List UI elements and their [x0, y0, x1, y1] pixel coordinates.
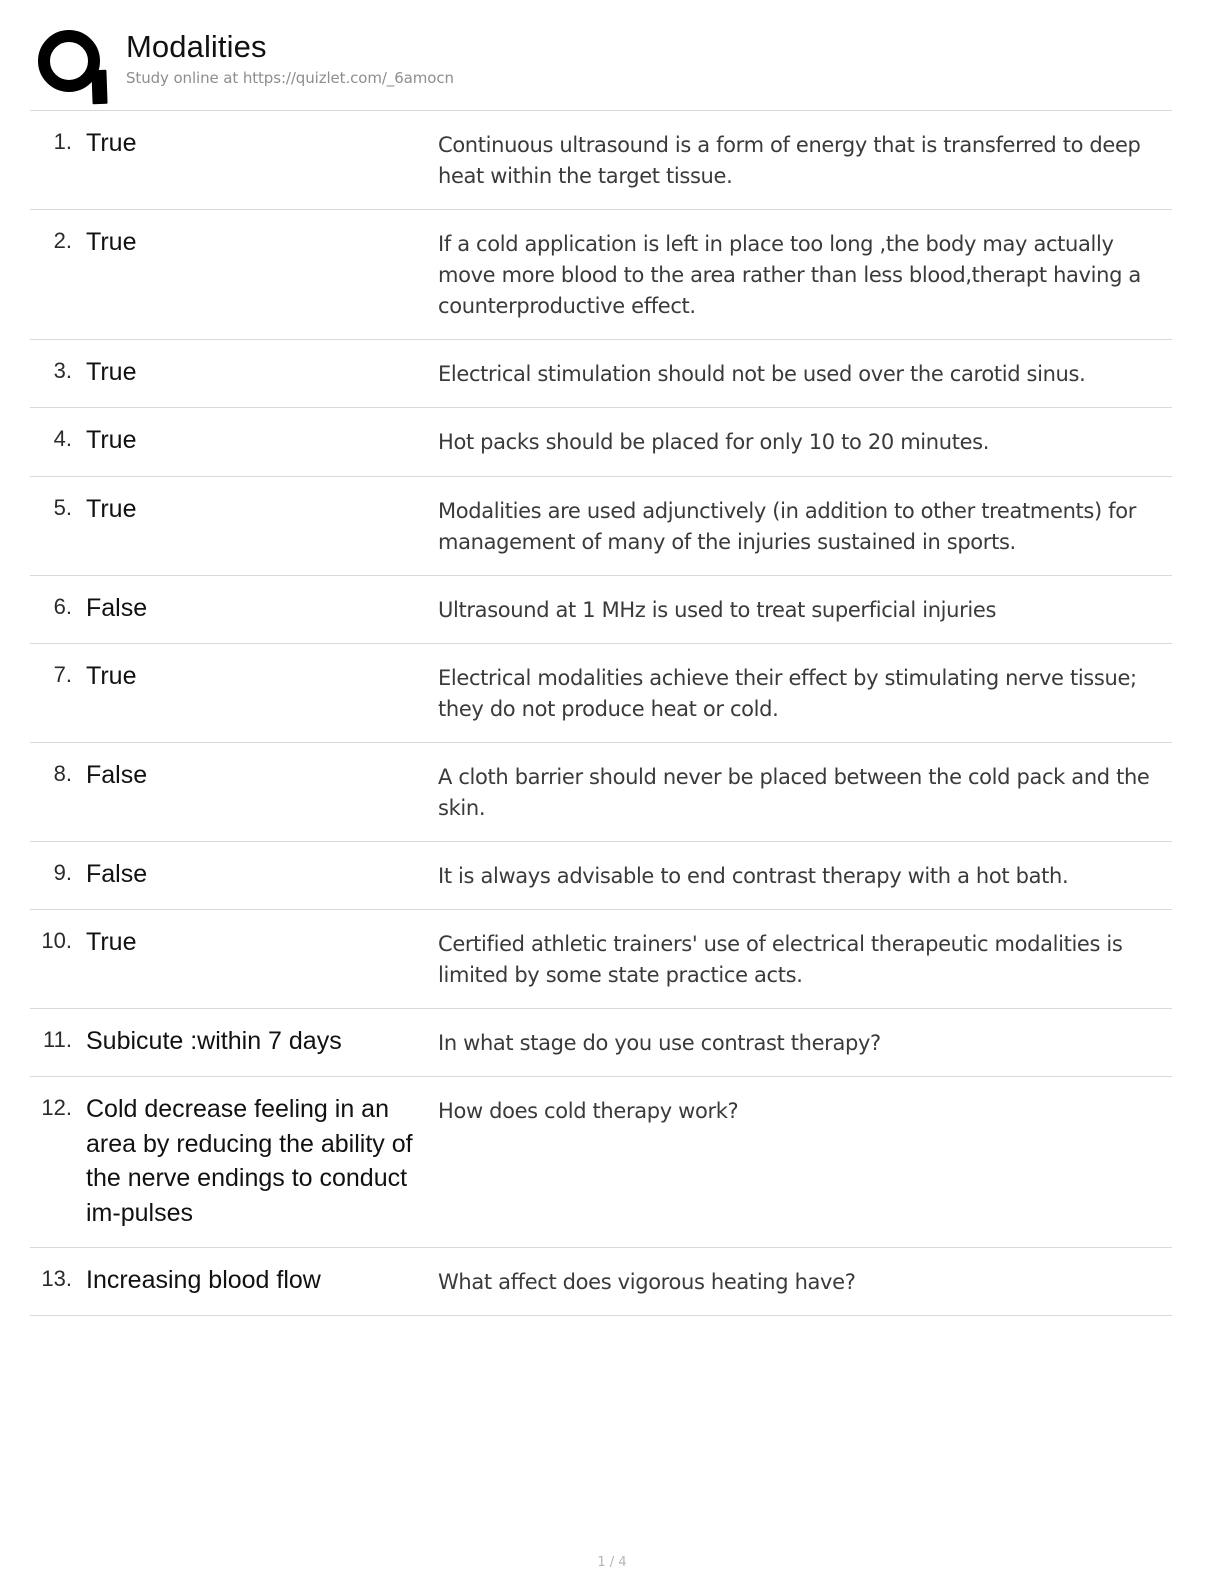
row-number: 11. [43, 1027, 72, 1053]
row-number: 1. [53, 129, 72, 154]
row-definition: It is always advisable to end contrast therapy with a hot bath. [438, 864, 1069, 889]
row-term: False [86, 860, 148, 889]
list-item [30, 111, 1172, 210]
row-definition: If a cold application is left in place too long ,the body may actually move more blood to the area rather than less blood,therapt having a counterproductive effect. [438, 232, 1141, 319]
row-term: False [86, 593, 148, 622]
row-number: 5. [53, 494, 72, 520]
row-number: 13. [41, 1266, 72, 1292]
row-definition: Modalities are used adjunctively (in addition to other treatments) for management of many of the injuries sustained in sports. [438, 498, 1136, 554]
list-item [30, 340, 1172, 408]
row-definition: Certified athletic trainers' use of electrical therapeutic modalities is limited by some state practice acts. [438, 932, 1123, 988]
row-number: 3. [53, 358, 72, 384]
row-number: 7. [53, 661, 72, 687]
list-item [30, 1009, 1172, 1077]
list-item [30, 1077, 1172, 1248]
row-term: Subicute :within 7 days [86, 1027, 342, 1056]
row-number: 8. [53, 760, 72, 786]
row-term: False [86, 760, 148, 789]
header-text-block [126, 22, 454, 87]
row-definition: A cloth barrier should never be placed between the cold pack and the skin. [438, 764, 1150, 821]
list-item [30, 1248, 1172, 1316]
row-term: True [86, 228, 137, 257]
row-number: 6. [53, 593, 72, 619]
list-item [30, 910, 1172, 1009]
term-definition-list [30, 110, 1172, 1316]
row-definition: Electrical stimulation should not be used over the carotid sinus. [438, 362, 1086, 387]
quizlet-q-logo-icon [34, 26, 112, 104]
row-definition: What affect does vigorous heating have? [438, 1270, 856, 1295]
row-term: Increasing blood flow [86, 1266, 321, 1295]
row-term: Cold decrease feeling in an area by reducing the ability of the nerve endings to conduct im-pulses [86, 1095, 413, 1227]
page-number-footer: 1 / 4 [597, 1555, 627, 1570]
row-number: 10. [41, 928, 72, 954]
document-header [30, 22, 1172, 104]
row-definition: In what stage do you use contrast therapy? [438, 1031, 881, 1056]
list-item [30, 477, 1172, 576]
row-term: True [86, 494, 137, 523]
list-item [30, 576, 1172, 644]
row-definition: Hot packs should be placed for only 10 to 20 minutes. [438, 430, 990, 455]
page-title: Modalities [126, 29, 267, 64]
list-item [30, 743, 1172, 842]
row-number: 9. [53, 860, 72, 886]
study-online-link[interactable]: Study online at https://quizlet.com/_6amocn [126, 69, 454, 88]
row-definition: How does cold therapy work? [438, 1099, 739, 1124]
row-term: True [86, 928, 137, 957]
list-item [30, 408, 1172, 476]
row-number: 12. [41, 1095, 72, 1121]
row-term: True [86, 426, 137, 455]
row-number: 4. [53, 426, 72, 452]
row-number: 2. [53, 228, 72, 254]
list-item [30, 210, 1172, 340]
row-definition: Electrical modalities achieve their effect by stimulating nerve tissue; they do not produce heat or cold. [438, 665, 1137, 721]
list-item [30, 644, 1172, 743]
row-term: True [86, 661, 137, 690]
list-item [30, 842, 1172, 910]
row-definition: Ultrasound at 1 MHz is used to treat superficial injuries [438, 597, 997, 622]
row-definition: Continuous ultrasound is a form of energy that is transferred to deep heat within the target tissue. [438, 133, 1141, 189]
row-term: True [86, 358, 137, 387]
row-term: True [86, 129, 137, 157]
